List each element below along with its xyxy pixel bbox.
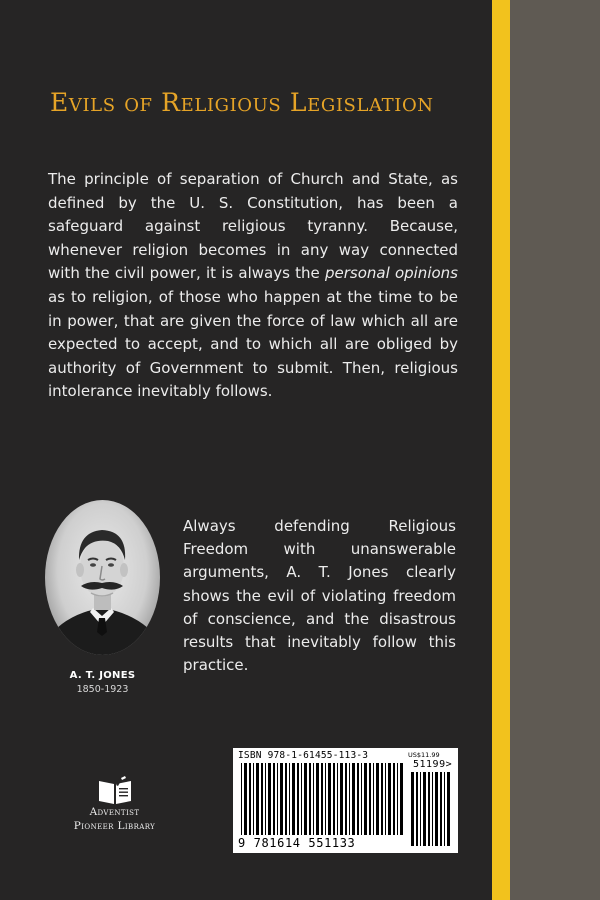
barcode-bar: [373, 763, 374, 835]
author-portrait: [45, 500, 160, 655]
barcode-bar: [416, 772, 418, 846]
barcode-bar: [321, 763, 323, 835]
barcode-bar: [385, 763, 386, 835]
barcode-bar: [432, 772, 433, 846]
barcode-bar: [261, 763, 263, 835]
barcode-bar: [411, 772, 414, 846]
spine-stripe-yellow: [492, 0, 510, 900]
barcode-bar: [345, 763, 347, 835]
barcode-bar: [304, 763, 307, 835]
description-paragraph: [48, 168, 458, 404]
price-label: US$11.99: [408, 751, 440, 759]
barcode-bar: [328, 763, 331, 835]
barcode-bar: [340, 763, 343, 835]
barcode-bar: [369, 763, 371, 835]
barcode-bar: [388, 763, 391, 835]
author-name: A. T. JONES: [69, 670, 136, 681]
barcode-bar: [440, 772, 442, 846]
barcode-bar: [292, 763, 295, 835]
barcode-bar: [297, 763, 299, 835]
author-years: 1850-1923: [76, 684, 129, 695]
barcode-bar: [397, 763, 398, 835]
barcode-bar: [364, 763, 367, 835]
barcode-bar: [435, 772, 438, 846]
barcode-bar: [301, 763, 302, 835]
publisher-name-line2: Pioneer Library: [73, 820, 156, 832]
barcode-bar: [285, 763, 287, 835]
barcode-bar: [337, 763, 338, 835]
barcode-bar: [309, 763, 311, 835]
portrait-illustration: [45, 500, 160, 655]
barcode-bar: [253, 763, 254, 835]
spine-stripe-grey: [510, 0, 600, 900]
description-text-part1: The principle of separation of Church and State, as defined by the U. S. Constitution, has been a safeguard against religious tyranny. Because, whenever religion becomes in any way connected with the civil power, it is always the: [48, 170, 458, 283]
barcode-bar: [333, 763, 335, 835]
barcode-bar: [268, 763, 271, 835]
author-blurb: Always defending Religious Freedom with unanswerable arguments, A. T. Jones clearly shows the evil of violating freedom of conscience, and the disastrous results that inevitably follow this practice.: [183, 517, 456, 675]
barcode-bar: [357, 763, 359, 835]
barcode-bar: [249, 763, 251, 835]
barcode-bar: [444, 772, 445, 846]
barcode-bar: [280, 763, 283, 835]
barcode-bar: [400, 763, 403, 835]
isbn-label: ISBN 978-1-61455-113-3: [238, 750, 369, 761]
barcode-bar: [273, 763, 275, 835]
description-emphasis: personal opinions: [324, 264, 458, 283]
barcode-bar: [277, 763, 278, 835]
barcode-bar: [428, 772, 430, 846]
barcode-bar: [316, 763, 319, 835]
barcode-bar: [381, 763, 383, 835]
isbn-barcode: [233, 748, 458, 853]
barcode-bar: [256, 763, 259, 835]
barcode-bar: [393, 763, 395, 835]
barcode-bar: [244, 763, 247, 835]
barcode-bar: [423, 772, 426, 846]
barcode-bar: [349, 763, 350, 835]
barcode-bar: [289, 763, 290, 835]
barcode-bar: [313, 763, 314, 835]
description-text-part2: as to religion, of those who happen at the time to be in power, that are given the force of law which all are expected to accept, and to which all are obliged by authority of Government to submit. Then, religious intolerance inevitably follows.: [48, 287, 458, 401]
addon-number: 51199>: [413, 759, 453, 770]
open-book-icon: [97, 775, 133, 805]
publisher-name-line1: Adventist: [89, 806, 140, 818]
barcode-bar: [265, 763, 266, 835]
barcode-bar: [352, 763, 355, 835]
barcode-bar: [420, 772, 421, 846]
ean-digits: 9 781614 551133: [238, 836, 356, 850]
barcode-bar: [325, 763, 326, 835]
barcode-bar: [447, 772, 450, 846]
barcode-bar: [361, 763, 362, 835]
barcode-bar: [376, 763, 379, 835]
book-title: Evils of Religious Legislation: [50, 88, 434, 117]
barcode-bar: [241, 763, 242, 835]
publisher-logo: [62, 775, 167, 833]
